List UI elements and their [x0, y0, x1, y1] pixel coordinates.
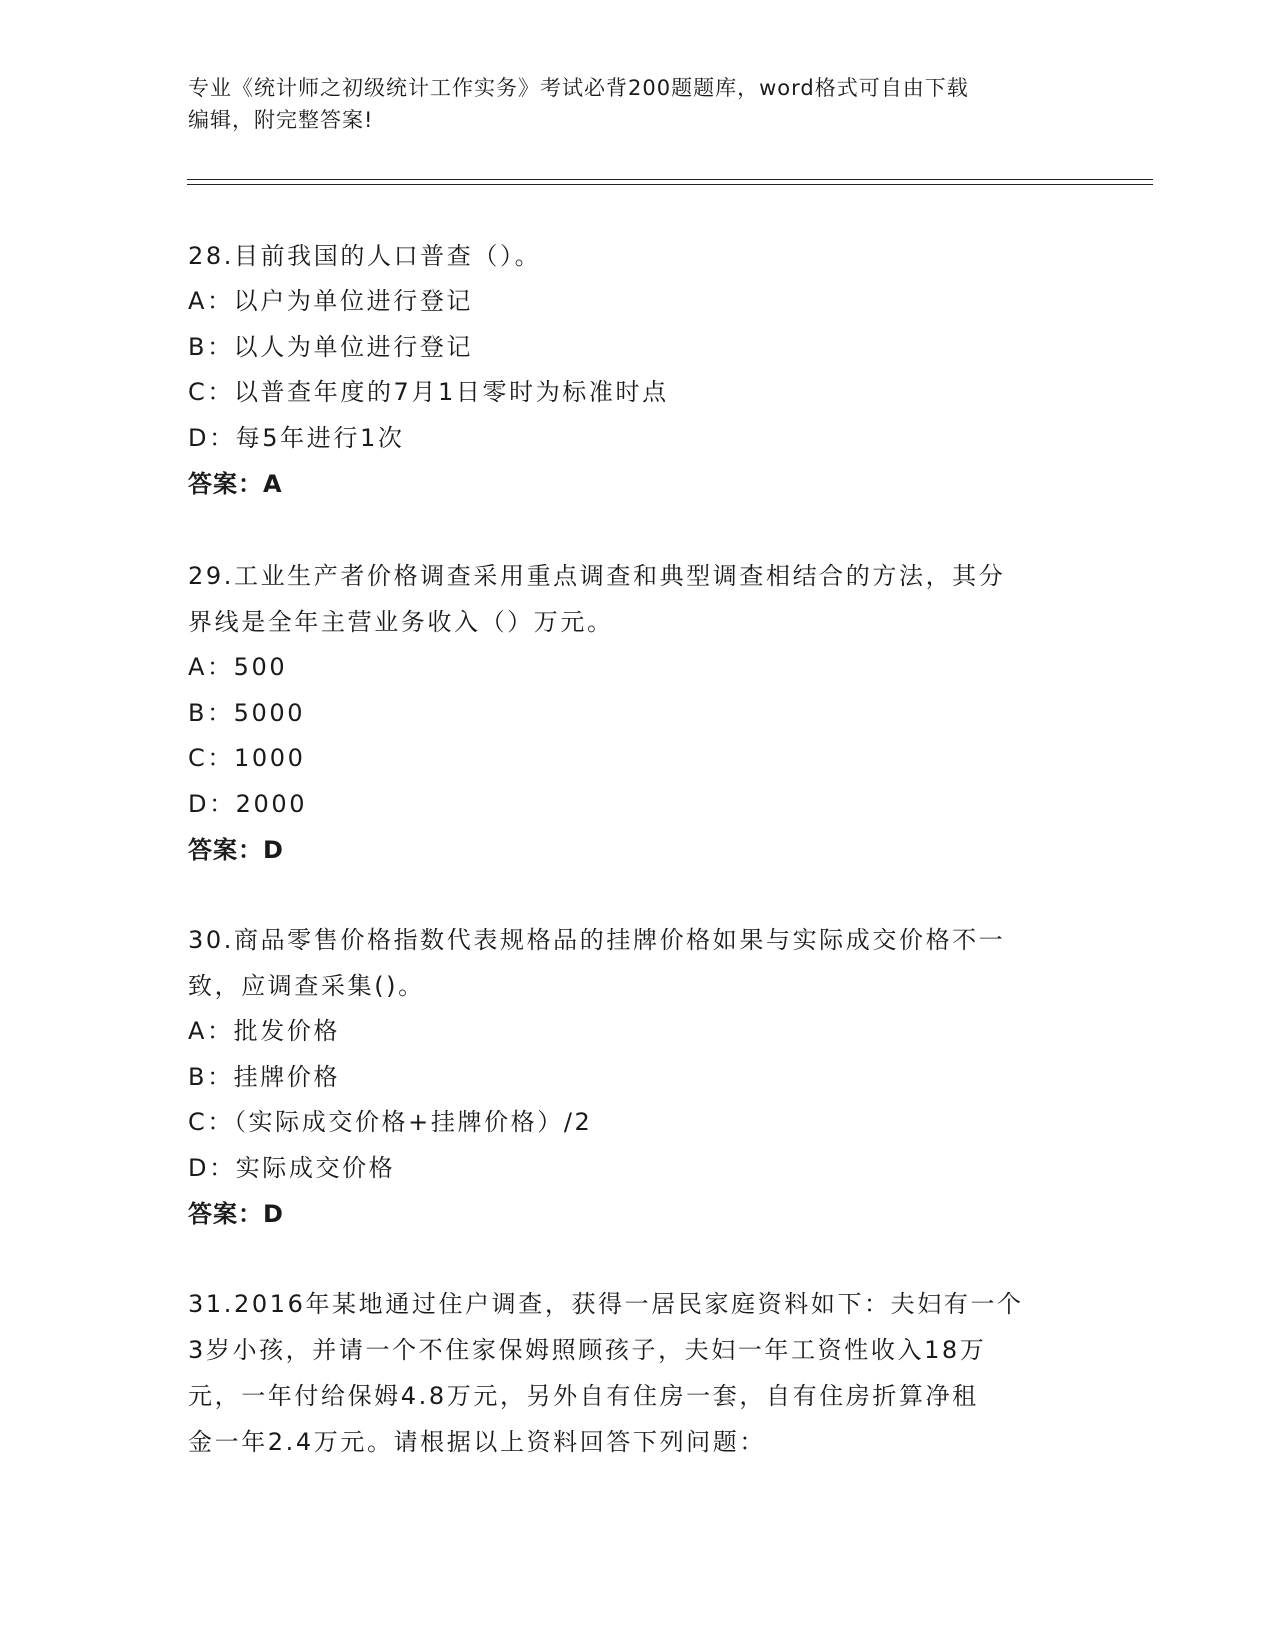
option-d: D：每5年进行1次	[188, 423, 405, 452]
question-stem: 3岁小孩，并请一个不住家保姆照顾孩子，夫妇一年工资性收入18万	[188, 1336, 987, 1364]
question-stem: 29.工业生产者价格调查采用重点调查和典型调查相结合的方法，其分	[188, 562, 1006, 590]
question-28	[188, 233, 1088, 507]
option-b: B：挂牌价格	[188, 1062, 341, 1091]
header-line-2: 编辑，附完整答案!	[188, 108, 374, 132]
question-stem: 致，应调查采集()。	[188, 972, 425, 1000]
question-30	[188, 917, 1088, 1237]
question-stem: 界线是全年主营业务收入（）万元。	[188, 608, 614, 636]
option-a: A：批发价格	[188, 1017, 341, 1045]
option-c: C：1000	[188, 744, 306, 772]
option-a: A：500	[188, 653, 288, 681]
question-stem: 31.2016年某地通过住户调查，获得一居民家庭资料如下：夫妇有一个	[188, 1290, 1024, 1318]
document-header	[188, 72, 1088, 136]
option-c: C：（实际成交价格+挂牌价格）/2	[188, 1108, 593, 1136]
question-stem: 元，一年付给保姆4.8万元，另外自有住房一套，自有住房折算净租	[188, 1382, 979, 1410]
question-31	[188, 1281, 1088, 1465]
question-stem: 金一年2.4万元。请根据以上资料回答下列问题：	[188, 1428, 766, 1456]
option-a: A：以户为单位进行登记	[188, 287, 474, 315]
header-divider-top	[187, 179, 1153, 180]
option-b: B：5000	[188, 698, 306, 727]
answer: 答案：D	[188, 1200, 284, 1228]
question-stem: 28.目前我国的人口普查（）。	[188, 242, 542, 270]
option-c: C：以普查年度的7月1日零时为标准时点	[188, 378, 669, 406]
header-divider-bottom	[187, 184, 1153, 185]
question-29	[188, 553, 1088, 873]
answer: 答案：D	[188, 836, 284, 864]
header-line-1: 专业《统计师之初级统计工作实务》考试必背200题题库，word格式可自由下载	[188, 76, 969, 100]
question-stem: 30.商品零售价格指数代表规格品的挂牌价格如果与实际成交价格不一	[188, 926, 1006, 954]
option-d: D：2000	[188, 789, 308, 818]
option-d: D：实际成交价格	[188, 1153, 396, 1182]
answer: 答案：A	[188, 470, 283, 498]
option-b: B：以人为单位进行登记	[188, 332, 474, 361]
